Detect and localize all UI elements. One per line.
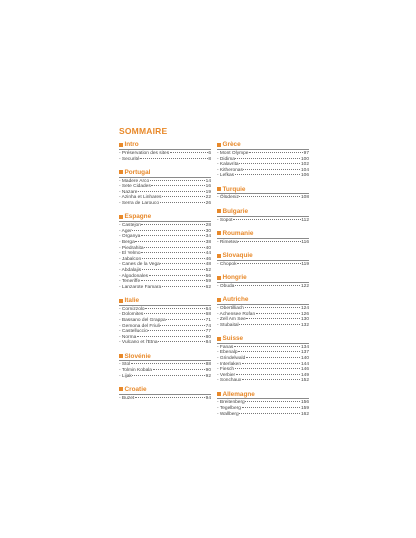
dot-leader	[141, 280, 205, 281]
toc-entry-page: 26	[205, 201, 211, 207]
toc-entry-page: 68	[205, 312, 211, 318]
dot-leader	[235, 158, 300, 159]
toc-entry-label: - Canes de la Vega	[119, 262, 160, 268]
dot-leader	[236, 374, 301, 375]
dot-leader	[160, 202, 205, 203]
toc-entry-page: 44	[205, 251, 211, 257]
section-grece	[217, 141, 309, 179]
dot-leader	[141, 235, 205, 236]
toc-entry-page: 16	[205, 184, 211, 190]
toc-entry[interactable]	[119, 396, 211, 402]
toc-entry-page: 90	[205, 368, 211, 374]
section-title	[217, 296, 309, 305]
toc-entry-page: 52	[205, 267, 211, 273]
toc-entry[interactable]	[217, 323, 309, 329]
section-title	[217, 230, 309, 239]
section-title	[119, 386, 211, 395]
toc-entry-page: 84	[205, 340, 211, 346]
toc-entry-page: 30	[205, 228, 211, 234]
section-title-text: Bulgarie	[222, 207, 249, 215]
section-bullet-icon	[119, 215, 123, 219]
toc-entry-label: - Préservation des sites	[119, 151, 170, 156]
toc-entry-label: - Azinha et Linhares	[119, 195, 162, 201]
section-title	[119, 297, 211, 306]
toc-entry-label: - Verbier	[217, 372, 236, 378]
section-italie	[119, 297, 211, 346]
toc-entry-page: 122	[300, 283, 309, 289]
toc-entry-page: 48	[205, 262, 211, 268]
toc-entry[interactable]	[217, 262, 309, 268]
toc-entry[interactable]	[119, 201, 211, 207]
toc-entry-label: - Stubaital	[217, 322, 239, 328]
section-bullet-icon	[119, 143, 123, 147]
toc-entry-label: - Nazare	[119, 189, 138, 195]
section-title	[119, 169, 211, 178]
dot-leader	[149, 275, 205, 276]
toc-entry-page: 38	[205, 239, 211, 245]
toc-entry-page: 6	[208, 151, 211, 156]
toc-entry-label: - Castelluccio	[119, 329, 148, 335]
dot-leader	[162, 286, 205, 287]
dot-leader	[144, 247, 205, 248]
toc-entry-page: 64	[205, 306, 211, 312]
section-bullet-icon	[217, 231, 221, 235]
section-title-text: Autriche	[222, 296, 249, 304]
toc-entry-label: - Piedrahita	[119, 245, 144, 251]
toc-entry-page: 134	[300, 344, 309, 350]
toc-entry-page: 62	[205, 284, 211, 290]
dot-leader	[145, 308, 205, 309]
toc-entry-page: 8	[208, 156, 211, 162]
toc-entry-page: 28	[205, 223, 211, 229]
section-title-text: Hongrie	[222, 274, 247, 282]
toc-entry-page: 119	[301, 261, 309, 267]
toc-entry-label: - Kalavrita	[217, 162, 239, 168]
toc-entry-page: 19	[205, 189, 211, 195]
toc-entry[interactable]	[217, 173, 309, 179]
toc-entry-label: - Interlaken	[217, 361, 241, 367]
dot-leader	[235, 285, 300, 286]
dot-leader	[142, 269, 205, 270]
toc-entry-label: - Fanas	[217, 344, 234, 350]
section-title	[119, 352, 211, 361]
toc-entry-label: - Obertilliach	[217, 305, 244, 311]
dot-leader	[238, 241, 300, 242]
toc-entry-label: - Buzet	[119, 395, 135, 401]
dot-leader	[162, 196, 205, 197]
toc-entry-page: 112	[301, 217, 309, 223]
toc-entry-label: - Jabalcon	[119, 256, 142, 262]
section-title-text: Slovénie	[124, 352, 151, 360]
toc-entry-label: - Serra de Larouco	[119, 201, 159, 207]
dot-leader	[170, 152, 208, 153]
dot-leader	[245, 307, 301, 308]
toc-entry-label: - Sonchaux	[217, 378, 242, 384]
section-title	[217, 141, 309, 150]
toc-entry-label: - Fiesch	[217, 367, 235, 373]
section-hongrie	[217, 274, 309, 290]
section-title	[217, 208, 309, 217]
dot-leader	[135, 397, 205, 398]
toc-entry-page: 46	[205, 256, 211, 262]
toc-entry-label: - Ager	[119, 228, 132, 234]
toc-entry-label: - Grindelwald	[217, 356, 246, 361]
dot-leader	[239, 324, 300, 325]
page-title: SOMMAIRE	[119, 126, 168, 136]
section-bullet-icon	[119, 299, 123, 303]
toc-entry-label: - Zell Am See	[217, 317, 246, 323]
dot-leader	[243, 169, 300, 170]
toc-entry-label: - Lijak	[119, 373, 132, 379]
section-title	[119, 141, 211, 150]
dot-leader	[242, 363, 301, 364]
toc-entry-label: - Didima	[217, 156, 235, 162]
toc-entry-label: - Madere Arco	[119, 178, 150, 184]
toc-entry-page: 126	[300, 311, 309, 317]
dot-leader	[246, 318, 300, 319]
dot-leader	[238, 351, 300, 352]
toc-entry-page: 59	[205, 279, 211, 285]
dot-leader	[246, 357, 301, 358]
dot-leader	[141, 224, 205, 225]
dot-leader	[144, 313, 205, 314]
toc-entry-label: - Mont Olympe	[217, 151, 249, 156]
section-roumanie	[217, 230, 309, 246]
section-title-text: Suisse	[222, 335, 244, 343]
toc-entry-page: 71	[205, 317, 211, 323]
toc-entry-page: 92	[205, 373, 211, 379]
section-croatie	[119, 386, 211, 402]
toc-entry-page: 80	[205, 334, 211, 340]
section-bullet-icon	[217, 298, 221, 302]
toc-entry-label: - Berga	[119, 239, 135, 245]
dot-leader	[151, 185, 205, 186]
dot-leader	[150, 180, 205, 181]
dot-leader	[132, 375, 205, 376]
toc-entry-label: - Sopot	[217, 217, 233, 223]
dot-leader	[234, 346, 301, 347]
toc-column-right	[217, 141, 309, 424]
toc-entry[interactable]	[217, 218, 309, 224]
section-turquie	[217, 185, 309, 201]
dot-leader	[137, 336, 205, 337]
toc-entry[interactable]	[217, 240, 309, 246]
section-title-text: Intro	[124, 141, 139, 149]
section-title-text: Grèce	[222, 141, 241, 149]
dot-leader	[249, 152, 303, 153]
toc-entry-page: 22	[205, 195, 211, 201]
toc-entry[interactable]	[217, 412, 309, 418]
section-bullet-icon	[217, 276, 221, 280]
section-title-text: Slovaquie	[222, 252, 253, 259]
toc-entry[interactable]	[217, 284, 309, 290]
dot-leader	[132, 230, 205, 231]
toc-entry-page: 124	[300, 305, 309, 311]
dot-leader	[141, 252, 205, 253]
toc-entry-page: 144	[300, 361, 309, 367]
section-bullet-icon	[217, 254, 221, 258]
section-title-text: Roumanie	[222, 229, 254, 237]
dot-leader	[153, 369, 205, 370]
section-title-text: Croatie	[124, 385, 147, 393]
section-title	[217, 335, 309, 344]
toc-entry-page: 137	[300, 350, 309, 356]
toc-entry-page: 146	[300, 367, 309, 373]
dot-leader	[235, 368, 301, 369]
toc-entry-page: 102	[300, 162, 309, 168]
section-slovenie	[119, 352, 211, 379]
section-title	[217, 185, 309, 194]
dot-leader	[131, 363, 205, 364]
dot-leader	[239, 163, 300, 164]
section-espagne	[119, 213, 211, 290]
section-title	[217, 252, 309, 261]
section-bullet-icon	[217, 209, 221, 213]
toc-entry-page: 116	[301, 239, 309, 245]
toc-entry-label: - Stol	[119, 362, 131, 368]
toc-entry-page: 140	[300, 356, 309, 361]
toc-entry-page: 14	[205, 178, 211, 184]
dot-leader	[140, 158, 208, 159]
toc-entry-page: 97	[303, 151, 309, 156]
toc-entry-page: 34	[205, 234, 211, 240]
section-bullet-icon	[119, 354, 123, 358]
toc-entry-page: 74	[205, 323, 211, 329]
toc-entry-label: - Tolmin Kobala	[119, 368, 152, 374]
toc-entry-page: 104	[300, 167, 309, 173]
section-title	[217, 390, 309, 399]
toc-entry[interactable]	[119, 374, 211, 380]
section-suisse	[217, 335, 309, 384]
toc-entry-page: 132	[300, 322, 309, 328]
dot-leader	[138, 191, 205, 192]
toc-entry-label: - Wallberg	[217, 411, 239, 417]
toc-entry-page: 88	[205, 362, 211, 368]
section-title-text: Portugal	[124, 168, 151, 176]
toc-entry-page: 130	[300, 317, 309, 323]
dot-leader	[142, 258, 205, 259]
section-autriche	[217, 296, 309, 328]
toc-entry-page: 149	[300, 372, 309, 378]
dot-leader	[158, 341, 205, 342]
toc-entry-label: - Gemona del Friuli	[119, 323, 160, 329]
toc-entry-label: - Norma	[119, 334, 137, 340]
section-bullet-icon	[119, 387, 123, 391]
toc-entry-label: - Achensee Rofan	[217, 311, 256, 317]
dot-leader	[160, 263, 205, 264]
toc-entry-label: - Organya	[119, 234, 141, 240]
toc-entry-page: 94	[205, 395, 211, 401]
toc-entry-page: 56	[205, 273, 211, 279]
section-slovaquie	[217, 252, 309, 268]
dot-leader	[239, 413, 300, 414]
toc-entry-label: - Vulcano et l'Etna	[119, 340, 158, 346]
toc-entry-label: - Ölüdeniz	[217, 195, 239, 201]
dot-leader	[148, 330, 205, 331]
section-bullet-icon	[217, 337, 221, 341]
dot-leader	[256, 313, 301, 314]
dot-leader	[245, 401, 300, 402]
section-bullet-icon	[217, 187, 221, 191]
section-title-text: Turquie	[222, 185, 246, 193]
toc-entry-label: - Dolomites	[119, 312, 144, 318]
dot-leader	[242, 407, 301, 408]
toc-entry-label: - Bassano del Grappa	[119, 317, 166, 323]
section-allemagne	[217, 390, 309, 417]
dot-leader	[235, 174, 301, 175]
section-intro	[119, 141, 211, 162]
section-title-text: Allemagne	[222, 390, 255, 398]
toc-entry-label: - Castejon	[119, 223, 141, 229]
toc-entry-label: - Chopok	[217, 261, 237, 267]
toc-entry-page: 108	[300, 195, 309, 201]
toc-entry[interactable]	[119, 285, 211, 291]
toc-entry-page: 162	[300, 411, 309, 417]
toc-entry-label: - Securité	[119, 156, 140, 162]
toc-entry-page: 152	[300, 378, 309, 384]
toc-entry[interactable]	[119, 340, 211, 346]
dot-leader	[233, 219, 301, 220]
section-title	[119, 213, 211, 222]
dot-leader	[135, 241, 205, 242]
toc-column-left	[119, 141, 211, 408]
dot-leader	[160, 325, 205, 326]
toc-entry-label: - Tegelberg	[217, 406, 241, 412]
toc-entry-page: 40	[205, 245, 211, 251]
toc-entry-label: - Sete Cidades	[119, 184, 151, 190]
dot-leader	[239, 196, 300, 197]
toc-entry-label: - Kitheronas	[217, 167, 243, 173]
section-title-text: Italie	[124, 297, 140, 305]
toc-entry-label: - Lanzarote Famara	[119, 284, 162, 290]
section-bullet-icon	[217, 143, 221, 147]
section-portugal	[119, 169, 211, 207]
dot-leader	[166, 319, 205, 320]
toc-entry-label: - Teneriffe	[119, 279, 141, 285]
dot-leader	[242, 379, 301, 380]
toc-entry-label: - El Yelmo	[119, 251, 141, 257]
toc-entry[interactable]	[119, 157, 211, 163]
toc-entry-label: - Obuda	[217, 283, 235, 289]
dot-leader	[237, 263, 301, 264]
toc-entry[interactable]	[217, 195, 309, 201]
section-title-text: Espagne	[124, 213, 152, 221]
section-title	[217, 274, 309, 283]
toc-entry-label: - Lefkas	[217, 173, 235, 179]
toc-entry-label: - Abdalajis	[119, 267, 142, 273]
section-bullet-icon	[119, 170, 123, 174]
toc-entry-page: 159	[300, 406, 309, 412]
toc-entry[interactable]	[217, 378, 309, 384]
toc-entry-page: 77	[205, 329, 211, 335]
toc-entry-label: - Rimetea	[217, 239, 238, 245]
toc-entry-page: 106	[300, 173, 309, 179]
section-bulgarie	[217, 208, 309, 224]
toc-entry-page: 156	[300, 400, 309, 406]
section-bullet-icon	[217, 392, 221, 396]
toc-entry-label: - Cornizzolo	[119, 306, 145, 312]
toc-entry-page: 100	[300, 156, 309, 162]
toc-entry-label: - Ebenalp	[217, 350, 238, 356]
toc-entry-label: - Breitenberg	[217, 400, 245, 406]
toc-entry-label: - Algodonales	[119, 273, 149, 279]
